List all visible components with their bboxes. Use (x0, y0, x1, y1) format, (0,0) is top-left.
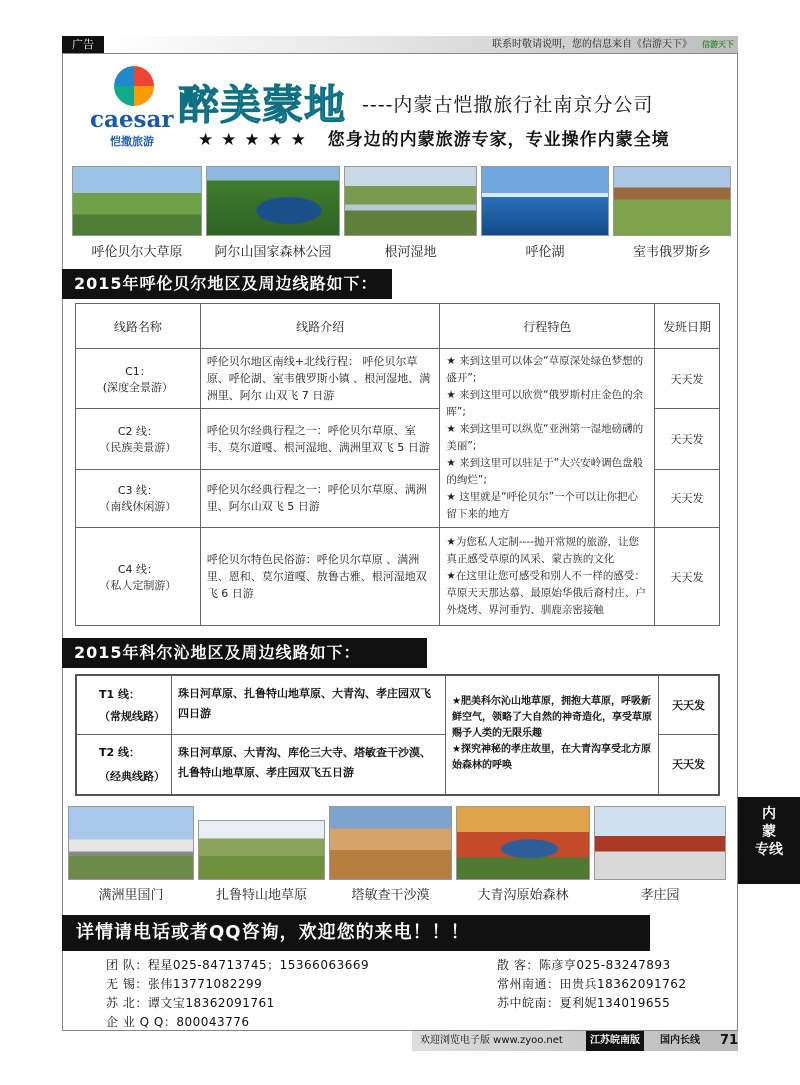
section-horqin-title: 2015年科尔沁地区及周边线路如下： (62, 638, 427, 668)
caption-arxan-forest-park: 阿尔山国家森林公园 (214, 245, 332, 260)
header-route-name: 线路名称 (76, 304, 201, 349)
route-code: T2 线： (99, 746, 140, 759)
page-number: 71 (720, 1033, 739, 1048)
t1-intro: 珠日河草原、扎鲁特山地草原、大青沟、孝庄园双飞四日游 (172, 676, 446, 735)
contact-label: 企 业 Q Q： (106, 1015, 177, 1029)
footer-section: 国内长线 (660, 1035, 700, 1046)
route-type: （经典线路） (99, 770, 165, 783)
table-header-row (76, 304, 720, 349)
side-tab-char: 专线 (755, 842, 783, 858)
route-code: T1 线： (99, 688, 140, 701)
route-departure: 天天发 (655, 528, 720, 626)
route-type: （民族美景游） (99, 440, 177, 454)
contact-row (106, 956, 369, 973)
route-name-cell (76, 409, 201, 469)
caption-shiwei-village: 室韦俄罗斯乡 (632, 245, 711, 260)
caption-genhe-wetland: 根河湿地 (384, 245, 437, 260)
route-departure: 天天发 (655, 469, 720, 527)
caption-tamin-chagan-desert: 塔敏查干沙漠 (351, 888, 430, 903)
route-type: （常规线路） (99, 710, 165, 723)
contact-value: 张伟13771082299 (147, 977, 263, 991)
footer-edition: 江苏皖南版 (586, 1031, 644, 1051)
route-intro: 呼伦贝尔经典行程之一：呼伦贝尔草原、室韦、莫尔道嘎、根河湿地、满洲里双飞 5 日游 (200, 409, 440, 469)
photo-arxan-forest-park (206, 166, 340, 236)
contact-label: 苏 北： (106, 996, 148, 1010)
table-row (76, 528, 720, 626)
contact-row (106, 994, 275, 1011)
contact-title: 详情请电话或者QQ咨询，欢迎您的来电！！！ (62, 915, 650, 951)
t1-name (77, 676, 172, 735)
contact-row (497, 975, 687, 992)
header-route-intro: 线路介绍 (200, 304, 440, 349)
contact-value: 程星025-84713745；15366063669 (147, 958, 370, 972)
horqin-features: ★肥美科尔沁山地草原，拥抱大草原，呼吸新鲜空气，领略了大自然的神奇造化，享受草原赐予人类的无限乐趣 ★探究神秘的孝庄故里，在大青沟享受北方原始森林的呼唤 (446, 676, 659, 794)
route-intro: 呼伦贝尔地区南线+北线行程： 呼伦贝尔草原、呼伦湖、室韦俄罗斯小镇 、根河湿地、满洲里、阿尔 山双飞 7 日游 (200, 349, 440, 409)
caption-hulunbuir-grassland: 呼伦贝尔大草原 (91, 245, 183, 260)
photo-xiaozhuang-park (594, 806, 726, 880)
rating-stars: ★ ★ ★ ★ ★ (198, 130, 307, 150)
header-features: 行程特色 (440, 304, 655, 349)
route-intro: 呼伦贝尔经典行程之一：呼伦贝尔草原、满洲里、阿尔山双飞 5 日游 (200, 469, 440, 527)
route-departure: 天天发 (655, 349, 720, 409)
company-name: ----内蒙古恺撒旅行社南京分公司 (362, 94, 654, 116)
photo-shiwei-village (613, 166, 731, 236)
route-departure: 天天发 (655, 409, 720, 469)
contact-value: 800043776 (176, 1015, 250, 1029)
t1-departure: 天天发 (659, 676, 718, 735)
slogan-text: 您身边的内蒙旅游专家，专业操作内蒙全境 (327, 130, 670, 150)
caption-manzhouli-gate: 满洲里国门 (98, 888, 164, 903)
route-name-cell (76, 528, 201, 626)
photo-manzhouli-gate (68, 806, 194, 880)
footer-website[interactable]: 欢迎浏览电子版 www.zyoo.net (420, 1035, 563, 1046)
route-code: C4 线： (117, 562, 158, 576)
logo-swirl-icon (114, 66, 154, 106)
route-name-cell (76, 349, 201, 409)
hulunbuir-routes-table (75, 303, 720, 626)
contact-row (106, 975, 262, 992)
contact-value: 田贵兵18362091762 (559, 977, 687, 991)
contact-label: 常州南通： (497, 977, 560, 991)
photo-daqinggou-forest (456, 806, 590, 880)
contact-value: 谭文宝18362091761 (147, 996, 275, 1010)
caesar-logo (90, 66, 180, 151)
header-departure: 发班日期 (655, 304, 720, 349)
caption-hulun-lake: 呼伦湖 (525, 245, 565, 260)
section-hulunbuir-title: 2015年呼伦贝尔地区及周边线路如下： (62, 269, 392, 299)
photo-genhe-wetland (344, 166, 477, 236)
top-strip (62, 36, 738, 53)
slogan-line (198, 125, 670, 150)
route-type: （私人定制游） (99, 578, 177, 592)
caption-xiaozhuang-park: 孝庄园 (640, 888, 680, 903)
table-row (76, 349, 720, 409)
contact-row (106, 1013, 250, 1030)
route-type: (深度全景游） (102, 380, 174, 394)
publication-logo: 信游天下 (702, 40, 734, 49)
contact-label: 散 客： (497, 958, 539, 972)
ad-label: 广告 (62, 36, 104, 53)
route-features: ★为您私人定制----抛开常规的旅游，让您真正感受草原的风采、蒙古族的文化 ★在这里让您可感受和别人不一样的感受：草原天天那达慕、最原始华俄后裔村庄、户外烧烤、界河垂钓、驯鹿亲密接触 (440, 528, 655, 626)
footer-bar (412, 1031, 738, 1051)
contact-row (497, 994, 670, 1011)
photo-tamin-chagan-desert (329, 806, 452, 880)
contact-label: 无 锡： (106, 977, 148, 991)
route-code: C2 线： (117, 424, 158, 438)
side-tab-char: 蒙 (762, 824, 776, 840)
headline: 醉美蒙地 (178, 81, 346, 129)
route-features: ★ 来到这里可以体会“草原深处绿色梦想的盛开”; ★ 来到这里可以欣赏“俄罗斯村庄金色的余晖”; ★ 来到这里可以纵览“亚洲第一湿地磅礴的美丽”; ★ 来到这里可以驻足于“大兴安岭调色盘般的绚烂”; ★ 这里就是“呼伦贝尔”一个可以让你把心留下来的地方 (440, 349, 655, 528)
route-name-cell (76, 469, 201, 527)
route-code: C3 线： (117, 484, 158, 498)
logo-wordmark: caesar (90, 106, 174, 133)
contact-value: 陈彦亨025-83247893 (538, 958, 671, 972)
caption-daqinggou-forest: 大青沟原始森林 (477, 888, 569, 903)
contact-value: 夏利妮134019655 (559, 996, 671, 1010)
source-note: 联系时敬请说明，您的信息来自《信游天下》 (492, 39, 692, 50)
t2-departure: 天天发 (672, 758, 705, 771)
t2-name (77, 735, 172, 794)
contact-row (497, 956, 671, 973)
contact-label: 团 队： (106, 958, 148, 972)
photo-hulunbuir-grassland (72, 166, 202, 236)
contact-label: 苏中皖南： (497, 996, 560, 1010)
photo-hulun-lake (481, 166, 609, 236)
horqin-routes-table (75, 674, 720, 796)
logo-chinese: 恺撒旅游 (110, 135, 154, 148)
side-section-tab (738, 797, 800, 884)
route-type: （南线休闲游） (99, 500, 177, 514)
caption-jarud-grassland: 扎鲁特山地草原 (215, 888, 307, 903)
t2-intro: 珠日河草原、大青沟、库伦三大寺、塔敏查干沙漠、扎鲁特山地草原、孝庄园双飞五日游 (172, 735, 446, 794)
route-intro: 呼伦贝尔特色民俗游：呼伦贝尔草原 、满洲里、恩和、莫尔道嘎、敖鲁古雅、根河湿地双飞 6 日游 (200, 528, 440, 626)
photo-jarud-grassland (198, 820, 325, 880)
route-code: C1： (125, 364, 151, 378)
side-tab-char: 内 (762, 806, 776, 822)
